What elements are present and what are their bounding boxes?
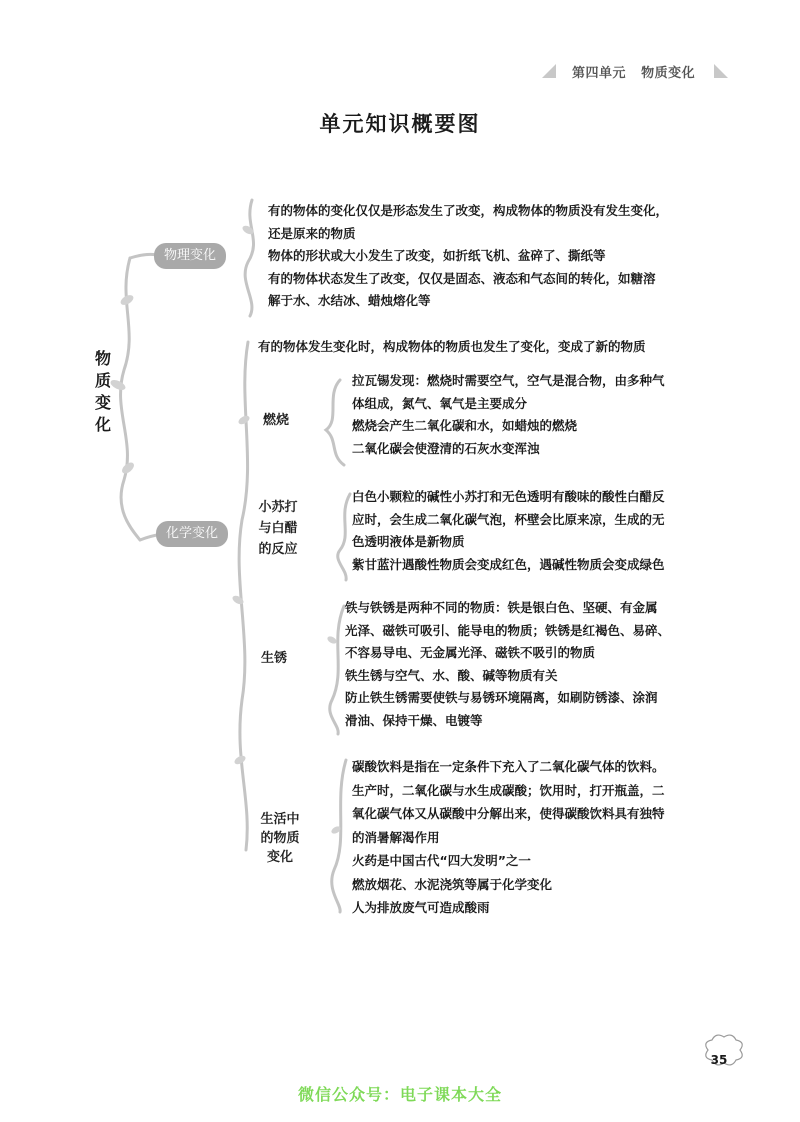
detail-line: 氧化碳气体又从碳酸中分解出来，使得碳酸饮料具有独特 (352, 806, 665, 821)
page-title: 单元知识概要图 (319, 111, 481, 136)
detail-line: 防止铁生锈需要使铁与易锈环境隔离，如刷防锈漆、涂润 (345, 690, 658, 705)
detail-line: 生产时，二氧化碳与水生成碳酸；饮用时，打开瓶盖，二 (352, 782, 665, 798)
physical-change-node: 物理变化 (154, 243, 226, 269)
header-triangle-left-icon (542, 64, 556, 78)
running-header (540, 60, 740, 82)
node-label-line: 与白醋 (258, 521, 298, 536)
root-char: 质 (94, 371, 111, 390)
soda-vinegar-node (252, 497, 304, 560)
detail-line: 铁与铁锈是两种不同的物质：铁是银白色、坚硬、有金属 (345, 600, 658, 615)
detail-line: 燃烧会产生二氧化碳和水，如蜡烛的燃烧 (352, 418, 578, 433)
header-topic: 物质变化 (641, 66, 696, 81)
node-label-line: 的物质 (260, 831, 300, 846)
soda-vinegar-details (352, 486, 665, 576)
detail-line: 白色小颗粒的碱性小苏打和无色透明有酸味的酸性白醋反 (352, 489, 665, 504)
detail-line: 解于水、水结冰、蜡烛熔化等 (268, 293, 431, 308)
detail-line: 有的物体状态发生了改变，仅仅是固态、液态和气态间的转化，如糖溶 (268, 270, 656, 286)
detail-line: 体组成，氮气、氧气是主要成分 (352, 395, 528, 411)
rusting-node: 生锈 (260, 651, 287, 666)
daily-life-details (352, 755, 665, 920)
rusting-details (345, 597, 670, 732)
burning-details (352, 370, 665, 460)
detail-line: 碳酸饮料是指在一定条件下充入了二氧化碳气体的饮料。 (352, 759, 665, 774)
chemical-change-node: 化学变化 (156, 521, 228, 547)
detail-line: 的消暑解渴作用 (352, 829, 440, 845)
detail-line: 色透明液体是新物质 (352, 534, 465, 549)
page-number: 35 (710, 1053, 728, 1067)
detail-line: 有的物体的变化仅仅是形态发生了改变，构成物体的物质没有发生变化， (268, 203, 669, 218)
header-text (572, 62, 695, 81)
detail-line: 还是原来的物质 (268, 225, 356, 241)
root-char: 物 (94, 349, 111, 368)
burning-node: 燃烧 (262, 413, 289, 428)
detail-line: 不容易导电、无金属光泽、磁铁不吸引的物质 (345, 645, 596, 660)
footer-watermark: 微信公众号：电子课本大全 (297, 1085, 502, 1104)
root-char: 化 (94, 415, 111, 434)
detail-line: 有的物体发生变化时，构成物体的物质也发生了变化，变成了新的物质 (258, 339, 646, 354)
node-label-line: 的反应 (258, 542, 298, 557)
daily-life-node (254, 810, 306, 867)
node-label-line: 变化 (266, 850, 293, 865)
node-label-line: 小苏打 (258, 500, 298, 515)
detail-line: 光泽、磁铁可吸引、能导电的物质；铁锈是红褐色、易碎、 (345, 622, 671, 638)
detail-line: 火药是中国古代“四大发明”之一 (352, 853, 531, 868)
chemical-change-definition (258, 336, 646, 359)
detail-line: 滑油、保持干燥、电镀等 (345, 712, 483, 728)
detail-line: 拉瓦锡发现：燃烧时需要空气，空气是混合物，由多种气 (352, 373, 665, 388)
detail-line: 燃放烟花、水泥浇筑等属于化学变化 (352, 876, 553, 892)
detail-line: 人为排放废气可造成酸雨 (352, 900, 490, 915)
node-label-line: 生活中 (260, 812, 300, 827)
detail-line: 铁生锈与空气、水、酸、碱等物质有关 (345, 667, 558, 683)
header-unit: 第四单元 (572, 66, 627, 81)
detail-line: 物体的形状或大小发生了改变，如折纸飞机、盆碎了、撕纸等 (268, 248, 606, 263)
root-char: 变 (94, 393, 111, 412)
detail-line: 应时，会生成二氧化碳气泡，杯壁会比原来凉，生成的无 (352, 511, 665, 527)
root-node (92, 348, 114, 436)
header-triangle-right-icon (714, 64, 728, 78)
detail-line: 二氧化碳会使澄清的石灰水变浑浊 (352, 440, 540, 456)
physical-change-details (268, 200, 668, 313)
detail-line: 紫甘蓝汁遇酸性物质会变成红色，遇碱性物质会变成绿色 (352, 556, 665, 572)
